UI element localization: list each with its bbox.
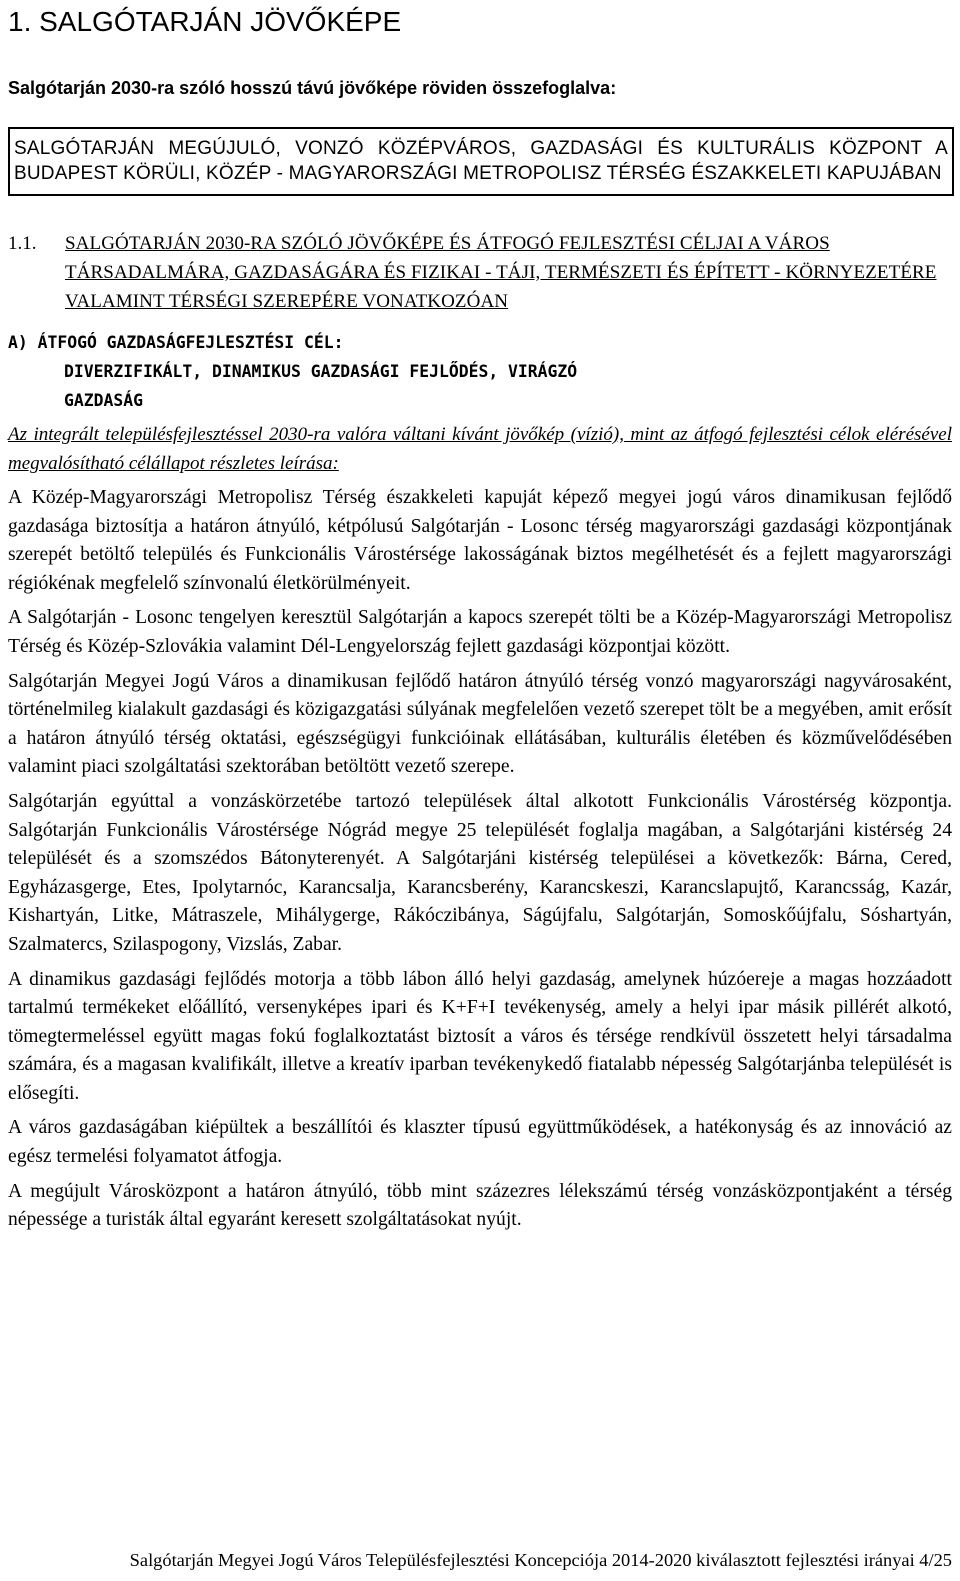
summary-subtitle: Salgótarján 2030-ra szóló hosszú távú jövőképe röviden összefoglalva: xyxy=(8,78,617,98)
paragraph-7: A megújult Városközpont a határon átnyúló, több mint százezres lélekszámú térség vonzásközpontjaként a térség népessége a turisták által egyaránt keresett szolgáltatásokat nyújt. xyxy=(8,1180,952,1231)
page-footer: Salgótarján Megyei Jogú Város Településfejlesztési Koncepciója 2014-2020 kiválasztott fejlesztési irányai 4/25 xyxy=(129,1550,952,1570)
document-page xyxy=(8,0,952,1235)
paragraph-1: A Közép-Magyarországi Metropolisz Térség északkeleti kapuját képező megyei jogú város dinamikusan fejlődő gazdasága biztosítja a határon átnyúló, kétpólusú Salgótarján - Losonc térség magyarországi gazdasági központjának szerepét betöltő település és Funkcionális Várostérsége lakosságának biztos megélhetését és a fejlett magyarországi régiókénak megfelelő színvonalú életkörülményeit. xyxy=(8,487,952,594)
vision-intro: Az integrált településfejlesztéssel 2030-ra valóra váltani kívánt jövőkép (vízió), mint az átfogó fejlesztési célok elérésével megvalósítható célállapot részletes leírása: xyxy=(8,424,952,474)
goal-label: A) ÁTFOGÓ GAZDASÁGFEJLESZTÉSI CÉL: xyxy=(8,333,344,352)
goal-block xyxy=(8,328,952,415)
goal-line-3: GAZDASÁG xyxy=(64,391,143,410)
paragraph-6: A város gazdaságában kiépültek a beszállítói és klaszter típusú együttműködések, a hatékonyság és az innováció az egész termelési folyamatot átfogja. xyxy=(8,1117,952,1168)
paragraph-5: A dinamikus gazdasági fejlődés motorja a több lábon álló helyi gazdaság, amelynek húzóereje a magas hozzáadott tartalmú termékeket előállító, versenyképes ipari és K+F+I tevékenység, amely a helyi ipar másik pillérét alkotó, tömegtermeléssel együtt magas fokú foglalkoztatást biztosít a város és térsége rendkívül összetett helyi társadalma számára, és a magasan kvalifikált, illetve a kreatív iparban tevékenykedő fiatalabb népesség Salgótarjánba települését is elősegíti. xyxy=(8,968,952,1104)
section-heading-text: SALGÓTARJÁN 2030-RA SZÓLÓ JÖVŐKÉPE ÉS ÁTFOGÓ FEJLESZTÉSI CÉLJAI A VÁROS TÁRSADALMÁRA, GAZDASÁGÁRA ÉS FIZIKAI - TÁJI, TERMÉSZETI ÉS ÉPÍTETT - KÖRNYEZETÉRE VALAMINT TÉRSÉGI SZEREPÉRE VONATKOZÓAN xyxy=(65,233,937,312)
paragraph-4: Salgótarján egyúttal a vonzáskörzetébe tartozó települések által alkotott Funkcionális Várostérség központja. Salgótarján Funkcionális Várostérsége Nógrád megye 25 települését foglalja magában, a Salgótarjáni kistérség 24 települését és a szomszédos Bátonyterenyét. A Salgótarjáni kistérség települései a következők: Bárna, Cered, Egyházasgerge, Etes, Ipolytarnóc, Karancsalja, Karancsberény, Karancskeszi, Karancslapujtő, Karancsság, Kazár, Kishartyán, Litke, Mátraszele, Mihálygerge, Rákóczibánya, Ságújfalu, Salgótarján, Somoskőújfalu, Sóshartyán, Szalmatercs, Szilaspogony, Vizslás, Zabar. xyxy=(8,790,952,955)
vision-box: SALGÓTARJÁN MEGÚJULÓ, VONZÓ KÖZÉPVÁROS, GAZDASÁGI ÉS KULTURÁLIS KÖZPONT A BUDAPEST KÖRÜLI, KÖZÉP - MAGYARORSZÁGI METROPOLISZ TÉRSÉG ÉSZAKKELETI KAPUJÁBAN xyxy=(8,127,954,196)
paragraph-3: Salgótarján Megyei Jogú Város a dinamikusan fejlődő határon átnyúló térség vonzó magyarországi nagyvárosaként, történelmileg kialakult gazdasági és közigazgatási súlyának megfelelően vezető szerepet tölt be a megyében, amit erősít a határon átnyúló térség oktatási, egészségügyi funkcióinak ellátásában, kulturális életében és közművelődésében valamint piaci szolgáltatási szektorában betöltött vezető szerepe. xyxy=(8,670,952,778)
goal-line-2: DIVERZIFIKÁLT, DINAMIKUS GAZDASÁGI FEJLŐDÉS, VIRÁGZÓ xyxy=(64,362,578,381)
paragraph-2: A Salgótarján - Losonc tengelyen keresztül Salgótarján a kapocs szerepét tölti be a Közép-Magyarországi Metropolisz Térség és Közép-Szlovákia valamint Dél-Lengyelország fejlett gazdasági központjai között. xyxy=(8,607,952,657)
chapter-title: 1. SALGÓTARJÁN JÖVŐKÉPE xyxy=(8,6,402,37)
section-number: 1.1. xyxy=(8,233,37,254)
section-heading xyxy=(8,229,952,316)
